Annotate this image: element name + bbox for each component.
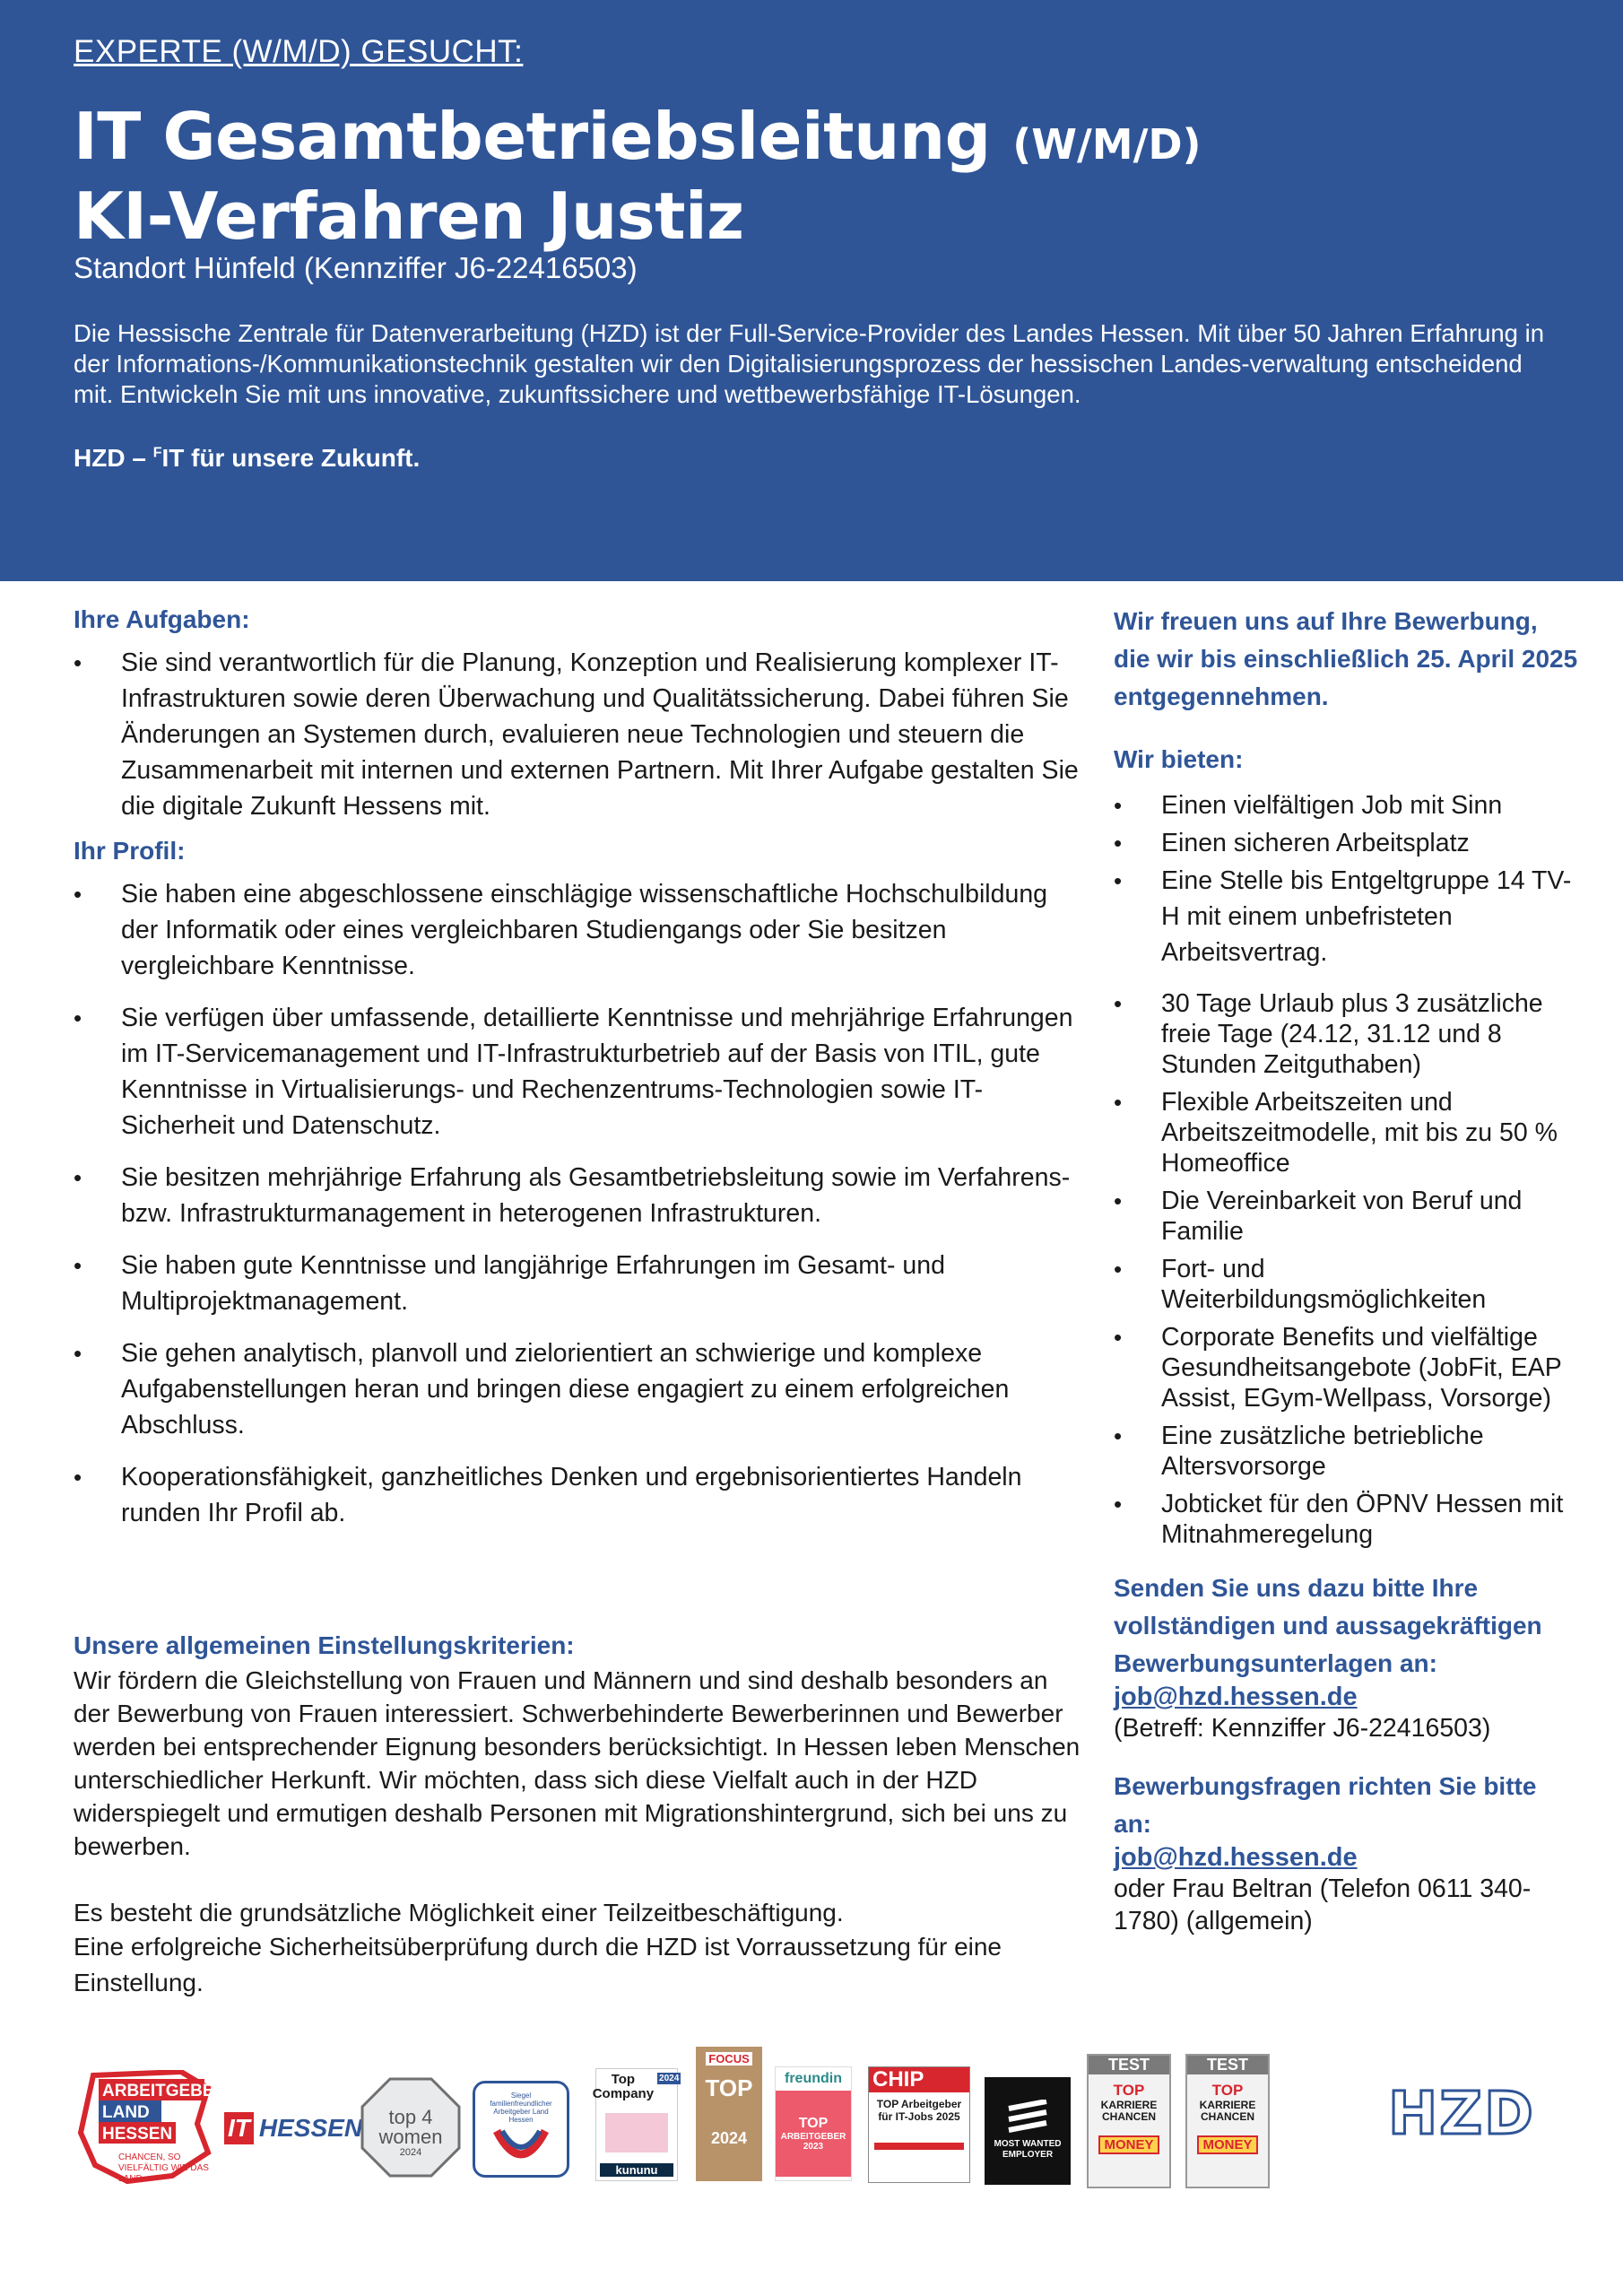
profile-heading: Ihr Profil: (74, 837, 186, 865)
hzd-logo (1372, 2078, 1551, 2148)
deadline-note: Wir freuen uns auf Ihre Bewerbung, die wir bis einschließlich 25. April 2025 entgegennehmen. (1114, 607, 1578, 710)
list-item: • Flexible Arbeitszeiten und Arbeitszeitmodelle, mit bis zu 50 % Homeoffice (1114, 1087, 1580, 1178)
left-column (74, 605, 1087, 1547)
test-karriere: KARRIERE CHANCEN (1100, 2099, 1158, 2123)
test-money: MONEY (1098, 2135, 1159, 2154)
test-brand: TEST (1089, 2056, 1169, 2074)
list-item: • Eine Stelle bis Entgeltgruppe 14 TV-H mit einem unbefristeten Arbeitsvertrag. (1114, 863, 1580, 970)
test-money: MONEY (1197, 2135, 1257, 2154)
focus-top: TOP (705, 2074, 753, 2101)
criteria-section (74, 1628, 1087, 2001)
hzd-logo-text: HZD (1388, 2078, 1535, 2148)
kununu-brand: kununu (600, 2163, 673, 2177)
job-title-suffix: (W/M/D) (1012, 120, 1202, 169)
apply-reference: (Betreff: Kennziffer J6-22416503) (1114, 1714, 1491, 1743)
test-karriere-logo-2 (1185, 2054, 1270, 2188)
slogan-sup: F (152, 445, 162, 461)
list-item: • Sie gehen analytisch, planvoll und zielorientiert an schwierige und komplexe Aufgabenstellungen heran und bringen diese engagiert zu einem erfolgreichen Abschluss. (74, 1335, 1087, 1443)
focus-brand: FOCUS (706, 2052, 752, 2066)
list-item: • Sie sind verantwortlich für die Planung, Konzeption und Realisierung komplexer IT-Infrastrukturen sowie deren Überwachung und Qualitätssicherung. Dabei führen Sie Änderungen an Systemen durch, evaluieren neue Technologien und steuern die Zusammenarbeit mit internen und externen Partnern. Mit Ihrer Aufgabe gestalten Sie die digitale Zukunft Hessens mit. (74, 645, 1087, 824)
it-hessen-text: HESSEN (258, 2114, 363, 2142)
chip-text: TOP Arbeitgeber für IT-Jobs 2025 (876, 2098, 962, 2123)
focus-year: 2024 (710, 2129, 748, 2147)
tasks-list (74, 645, 1087, 824)
list-item: • Einen sicheren Arbeitsplatz (1114, 825, 1580, 861)
test-karriere: KARRIERE CHANCEN (1199, 2099, 1256, 2123)
criteria-paragraph: Wir fördern die Gleichstellung von Frauen und Männern und sind deshalb besonders an der Bewerbung von Frauen interessiert. Schwerbehinderte Bewerberinnen und Bewerber werden bei entsprechender Eignung besonders berücksichtigt. In Hessen leben Menschen unterschiedlicher Herkunft. Wir möchten, dass sich diese Vielfalt auch in der HZD widerspiegelt und ermutigen deshalb Personen mit Migrationshintergrund, sich bei uns zu bewerben. (74, 1666, 1081, 1860)
most-wanted-text: MOST WANTED EMPLOYER (994, 2139, 1062, 2160)
it-hessen-logo (224, 2108, 363, 2149)
slogan-pre: HZD – (74, 444, 153, 472)
most-wanted-logo (985, 2077, 1071, 2185)
list-item: • 30 Tage Urlaub plus 3 zusätzliche freie Tage (24.12, 31.12 und 8 Stunden Zeitguthaben) (1114, 988, 1580, 1080)
award-logos (74, 2045, 1580, 2197)
criteria-heading: Unsere allgemeinen Einstellungskriterien: (74, 1631, 575, 1659)
list-item: • Fort- und Weiterbildungsmöglichkeiten (1114, 1254, 1580, 1315)
kununu-year: 2024 (659, 2074, 680, 2083)
job-location: Standort Hünfeld (Kennziffer J6-22416503) (74, 251, 638, 284)
test-top: TOP (1113, 2082, 1145, 2099)
questions-heading: Bewerbungsfragen richten Sie bitte an: (1114, 1772, 1537, 1838)
company-intro: Die Hessische Zentrale für Datenverarbeitung (HZD) ist der Full-Service-Provider des Landes Hessen. Mit über 50 Jahren Erfahrung in der Informations-/Kommunikationstechnik gestalten wir den Digitalisierungsprozess der hessischen Landes-verwaltung entscheidend mit. Entwickeln Sie mit uns innovative, zukunftssichere und wettbewerbsfähige IT-Lösungen. (74, 319, 1545, 408)
list-item: • Einen vielfältigen Job mit Sinn (1114, 787, 1580, 823)
tasks-heading: Ihre Aufgaben: (74, 605, 250, 633)
header-banner (0, 0, 1623, 581)
list-item: • Sie haben gute Kenntnisse und langjährige Erfahrungen im Gesamt- und Multiprojektmanagement. (74, 1248, 1087, 1319)
slogan (74, 444, 420, 473)
profile-list (74, 876, 1087, 1531)
right-column (1114, 603, 1580, 1937)
test-karriere-logo-1 (1087, 2054, 1171, 2188)
freundin-label: ARBEITGEBER (780, 2132, 846, 2142)
list-item: • Kooperationsfähigkeit, ganzheitliches Denken und ergebnisorientiertes Handeln runden Ihr Profil ab. (74, 1459, 1087, 1531)
job-title-line1: IT Gesamtbetriebsleitung (74, 99, 991, 174)
list-item: • Sie haben eine abgeschlossene einschlägige wissenschaftliche Hochschulbildung der Informatik oder eines vergleichbaren Studiengangs oder Sie besitzen vergleichbare Kenntnisse. (74, 876, 1087, 984)
list-item: • Jobticket für den ÖPNV Hessen mit Mitnahmeregelung (1114, 1489, 1580, 1550)
job-title-line2: KI-Verfahren Justiz (74, 178, 744, 254)
top4women-year: 2024 (399, 2147, 422, 2158)
top4women-logo (360, 2077, 461, 2178)
familienfreundlich-logo (473, 2081, 569, 2178)
list-item: • Die Vereinbarkeit von Beruf und Familie (1114, 1186, 1580, 1247)
familienfreundlich-text: Siegel familienfreundlicher Arbeitgeber Land Hessen (490, 2092, 552, 2124)
freundin-year: 2023 (803, 2142, 824, 2152)
list-item: • Sie besitzen mehrjährige Erfahrung als Gesamtbetriebsleitung sowie im Verfahrens- bzw. Infrastrukturmanagement in heterogenen Infrastrukturen. (74, 1160, 1087, 1231)
test-brand: TEST (1187, 2056, 1268, 2074)
it-hessen-it: IT (224, 2112, 254, 2144)
list-item: • Corporate Benefits und vielfältige Gesundheitsangebote (JobFit, EAP Assist, EGym-Wellpass, Vorsorge) (1114, 1322, 1580, 1413)
kununu-top-company-logo (592, 2068, 680, 2181)
chip-logo (868, 2066, 970, 2183)
test-top: TOP (1211, 2082, 1244, 2099)
questions-contact: oder Frau Beltran (Telefon 0611 340-1780) (allgemein) (1114, 1874, 1532, 1935)
questions-email-link[interactable]: job@hzd.hessen.de (1114, 1843, 1358, 1872)
arbeitgeber-text: ARBEITGEBER LAND HESSEN (102, 2082, 227, 2144)
apply-heading: Senden Sie uns dazu bitte Ihre vollständigen und aussagekräftigen Bewerbungsunterlagen an: (1114, 1574, 1542, 1677)
freundin-top: TOP (798, 2116, 829, 2131)
job-title (74, 100, 1202, 252)
freundin-logo (775, 2066, 852, 2181)
slogan-post: IT für unsere Zukunft. (161, 444, 421, 472)
header-kicker: EXPERTE (W/M/D) GESUCHT: (74, 34, 524, 69)
apply-email-link[interactable]: job@hzd.hessen.de (1114, 1683, 1358, 1711)
stripes-icon (1005, 2100, 1050, 2137)
arbeitgeber-hessen-logo (74, 2070, 227, 2187)
kununu-graphic (605, 2113, 668, 2152)
criteria-paragraph: Eine erfolgreiche Sicherheitsüberprüfung durch die HZD ist Vorraussetzung für eine Einstellung. (74, 1933, 1002, 1996)
offers-heading: Wir bieten: (1114, 745, 1244, 773)
top4women-text: top 4 women (378, 2106, 443, 2148)
kununu-top-company-text: Top Company (592, 2072, 655, 2101)
list-item: • Eine zusätzliche betriebliche Altersvorsorge (1114, 1421, 1580, 1482)
list-item: • Sie verfügen über umfassende, detaillierte Kenntnisse und mehrjährige Erfahrungen im IT-Servicemanagement und IT-Infrastrukturbetrieb auf der Basis von ITIL, gute Kenntnisse in Virtualisierungs- und Rechenzentrums-Technologien sowie IT-Sicherheit und Datenschutz. (74, 1000, 1087, 1144)
family-icon (490, 2124, 552, 2167)
arbeitgeber-tagline: CHANCEN, SO VIELFÄLTIG WIE DAS LAND (118, 2152, 209, 2184)
focus-logo (696, 2047, 762, 2181)
criteria-paragraph: Es besteht die grundsätzliche Möglichkeit einer Teilzeitbeschäftigung. (74, 1899, 844, 1926)
freundin-brand: freundin (785, 2071, 842, 2086)
chip-bar (874, 2143, 964, 2150)
chip-brand: CHIP (869, 2067, 969, 2092)
offers-list (1114, 787, 1580, 1550)
